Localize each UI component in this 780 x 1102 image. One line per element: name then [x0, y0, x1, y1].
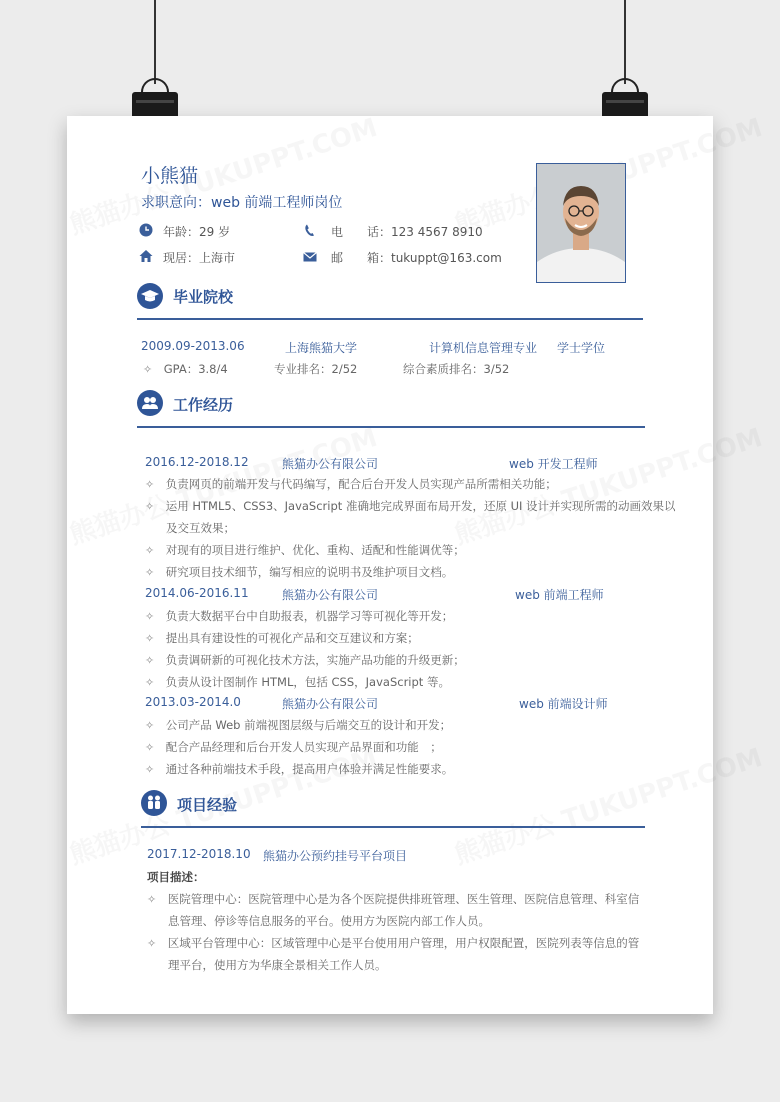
phone-text: 电 话：123 4567 8910 — [331, 225, 483, 239]
project-period: 2017.12-2018.10 — [147, 847, 251, 861]
gpa-text: GPA：3.8/4 — [163, 362, 228, 376]
location-text: 现居：上海市 — [163, 251, 236, 265]
job-company: 熊猫办公有限公司 — [282, 697, 379, 711]
clock-icon — [139, 223, 153, 237]
section-title-education: 毕业院校 — [173, 288, 234, 306]
watermark — [449, 737, 766, 872]
list-item: ✧ 负责网页的前端开发与代码编写，配合后台开发人员实现产品所需相关功能； — [145, 477, 557, 491]
section-divider — [137, 318, 643, 320]
list-item: ✧ 通过各种前端技术手段，提高用户体验并满足性能要求。 — [145, 762, 454, 776]
list-item: ✧ 负责大数据平台中自助报表，机器学习等可视化等开发； — [145, 609, 454, 623]
job-period: 2016.12-2018.12 — [145, 455, 249, 469]
list-item-continuation: 息管理、停诊等信息服务的平台。使用方为医院内部工作人员。 — [168, 914, 490, 928]
people-icon — [141, 790, 167, 816]
age-text: 年龄：29 岁 — [163, 225, 231, 239]
list-item: ✧ 负责调研新的可视化技术方法，实施产品功能的升级更新； — [145, 653, 465, 667]
list-item: ✧ 医院管理中心：医院管理中心是为各个医院提供排班管理、医生管理、医院信息管理、科室信 — [147, 892, 640, 906]
home-icon — [139, 249, 153, 263]
section-divider — [137, 426, 645, 428]
profile-photo — [536, 163, 626, 283]
hanging-wire-right — [624, 0, 626, 84]
watermark — [64, 107, 381, 242]
list-item: ✧ 负责从设计图制作 HTML，包括 CSS，JavaScript 等。 — [145, 675, 450, 689]
list-item: ✧ 区域平台管理中心：区域管理中心是平台使用用户管理，用户权限配置，医院列表等信息的管 — [147, 936, 640, 950]
education-period: 2009.09-2013.06 — [141, 339, 245, 353]
hanging-wire-left — [154, 0, 156, 84]
section-title-project: 项目经验 — [177, 796, 238, 814]
candidate-name: 小熊猫 — [141, 165, 199, 187]
education-rank: 专业排名：2/52 — [274, 362, 358, 376]
mail-icon — [303, 250, 317, 264]
job-period: 2014.06-2016.11 — [145, 586, 249, 600]
project-name: 熊猫办公预约挂号平台项目 — [263, 849, 408, 863]
list-item: ✧ 研究项目技术细节，编写相应的说明书及维护项目文档。 — [145, 565, 454, 579]
education-overall-rank: 综合素质排名：3/52 — [403, 362, 510, 376]
list-item: ✧ 运用 HTML5、CSS3、JavaScript 准确地完成界面布局开发，还原 UI 设计并实现所需的动画效果以 — [145, 499, 676, 513]
list-item-continuation: 及交互效果； — [166, 521, 235, 535]
section-divider — [141, 826, 645, 828]
phone-icon — [303, 223, 317, 237]
job-company: 熊猫办公有限公司 — [282, 457, 379, 471]
list-item: ✧ 提出具有建设性的可视化产品和交互建议和方案； — [145, 631, 419, 645]
job-period: 2013.03-2014.0 — [145, 695, 241, 709]
job-role: web 前端工程师 — [515, 588, 604, 602]
graduation-cap-icon — [137, 283, 163, 309]
list-item: ✧ 配合产品经理和后台开发人员实现产品界面和功能 ； — [145, 740, 442, 754]
education-degree: 学士学位 — [557, 341, 606, 355]
education-major: 计算机信息管理专业 — [429, 341, 538, 355]
job-intent: 求职意向：web 前端工程师岗位 — [141, 195, 343, 211]
project-desc-label: 项目描述： — [147, 870, 205, 884]
job-company: 熊猫办公有限公司 — [282, 588, 379, 602]
education-gpa: ✧ GPA：3.8/4 — [143, 362, 228, 376]
team-icon — [137, 390, 163, 416]
section-title-work: 工作经历 — [173, 396, 234, 414]
education-school: 上海熊猫大学 — [285, 341, 358, 355]
job-role: web 开发工程师 — [509, 457, 598, 471]
job-role: web 前端设计师 — [519, 697, 608, 711]
list-item-continuation: 理平台，使用方为华康全景相关工作人员。 — [168, 958, 387, 972]
email-text: 邮 箱：tukuppt@163.com — [331, 251, 502, 265]
list-item: ✧ 对现有的项目进行维护、优化、重构、适配和性能调优等； — [145, 543, 465, 557]
resume-page — [67, 116, 713, 1014]
list-item: ✧ 公司产品 Web 前端视图层级与后端交互的设计和开发； — [145, 718, 452, 732]
